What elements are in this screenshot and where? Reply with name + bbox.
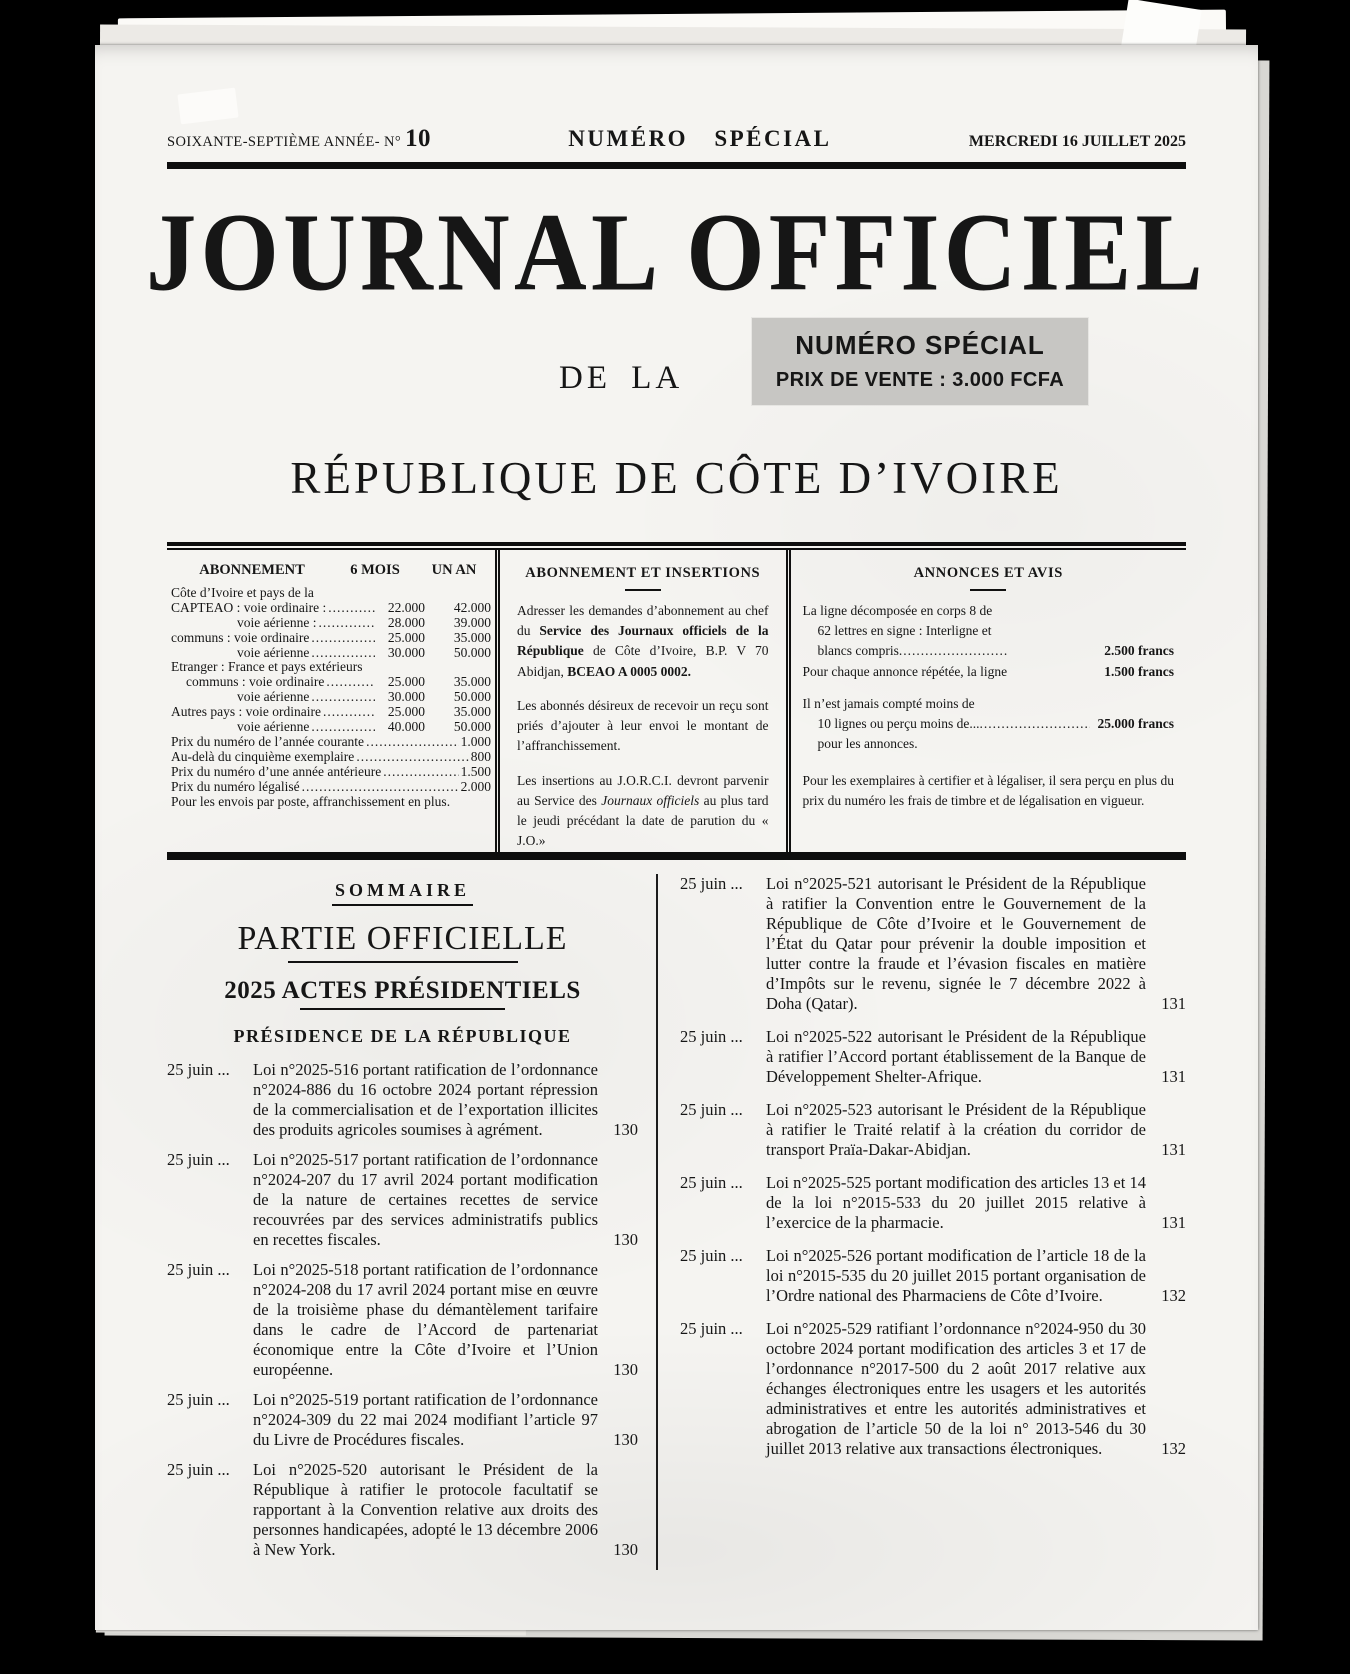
entry-date: 25 juin ...: [680, 1318, 743, 1338]
table-row: voie aérienne : ..... 28.000 39.000: [171, 616, 491, 631]
entry-date: 25 juin ...: [680, 873, 743, 893]
entry-text: Loi n°2025-525 portant modification des articles 13 et 14 de la loi n°2015-533 du 20 juillet 2015 relative à l’exercice de la pharmacie.: [766, 1172, 1146, 1232]
abonnement-header: [171, 563, 491, 578]
toc-entry: [680, 1027, 1186, 1087]
table-row: Prix du numéro d’une année antérieure ..... 1.500: [171, 765, 491, 780]
annonces-column: [791, 550, 1186, 852]
insertions-paragraph: Les abonnés désireux de recevoir un reçu sont priés d’ajouter à leur envoi le montant de l’affranchissement.: [517, 697, 769, 754]
special-issue-label: NUMÉRO SPÉCIAL: [568, 126, 832, 151]
table-row: Etranger : France et pays extérieurs: [171, 659, 363, 675]
table-row: voie aérienne ..... 30.000 50.000: [171, 646, 491, 661]
entry-page-number: 130: [613, 1359, 638, 1379]
masthead-row: [167, 318, 1186, 426]
annonces-note: Pour les exemplaires à certifier et à légaliser, il sera perçu en plus du prix du numéro les frais de timbre et de légalisation en vigueur.: [802, 772, 1174, 808]
entry-date: 25 juin ...: [167, 1059, 230, 1079]
table-row: CAPTEAO : voie ordinaire : ..... 22.000 42.000: [171, 601, 491, 616]
entry-page-number: 131: [1161, 993, 1186, 1013]
toc-entry: [167, 1260, 638, 1380]
table-row: Pour les envois par poste, affranchissement en plus.: [171, 793, 451, 809]
entry-text: Loi n°2025-529 ratifiant l’ordonnance n°2024-950 du 30 octobre 2024 portant modification des articles 3 et 17 de l’ordonnance n°2017-500 du 2 août 2017 relative aux échanges électroniques entre les usagers et les autorités administratives et entre les autorités administratives et abrogation de l’article 50 de la loi n° 2013-546 du 30 juillet 2013 relative aux transactions électroniques.: [766, 1318, 1146, 1458]
abonnement-column: [167, 550, 495, 852]
title-connector: DE LA: [559, 360, 684, 396]
heading-underline: [288, 961, 518, 963]
insertions-column: [495, 550, 791, 852]
entry-text: Loi n°2025-521 autorisant le Président de la République à ratifier la Convention entre le Gouvernement de la République de Côte d’Ivoire et le Gouvernement de l’État du Qatar pour prévenir la double imposition et lutter contre la fraude et l’évasion fiscales en matière d’Impôts sur le revenu, signée le 7 décembre 2022 à Doha (Qatar).: [766, 873, 1146, 1013]
header-rule: [167, 162, 1186, 169]
entry-page-number: 132: [1161, 1438, 1186, 1458]
entry-text: Loi n°2025-523 autorisant le Président de la République à ratifier le Traité relatif à la création du corridor de transport Praïa-Dakar-Abidjan.: [766, 1099, 1146, 1159]
entry-page-number: 130: [613, 1539, 638, 1559]
entry-page-number: 131: [1161, 1066, 1186, 1086]
abonnement-rows: [171, 586, 491, 810]
col-unan: UN AN: [431, 562, 477, 578]
sommaire-section: [167, 874, 1186, 1570]
sommaire-left-column: [167, 874, 656, 1570]
entry-date: 25 juin ...: [680, 1245, 743, 1265]
toc-entry: [167, 1460, 638, 1560]
entry-text: Loi n°2025-522 autorisant le Président de la République à ratifier l’Accord portant établissement de la Banque de Développement Shelter-Afrique.: [766, 1026, 1146, 1086]
journal-front-page: [95, 45, 1258, 1630]
info-table-top-rule: [167, 542, 1186, 550]
entry-page-number: 131: [1161, 1139, 1186, 1159]
col-6mois: 6 MOIS: [350, 562, 400, 578]
special-box-price: PRIX DE VENTE : 3.000 FCFA: [775, 369, 1065, 391]
partie-officielle-heading: PARTIE OFFICIELLE: [237, 919, 568, 957]
edition-prefix: SOIXANTE-SEPTIÈME ANNÉE- N°: [167, 134, 402, 150]
info-table-bottom-rule: [167, 852, 1186, 860]
table-row: Côte d’Ivoire et pays de la: [171, 584, 314, 600]
table-row: communs : voie ordinaire ..... 25.000 35.000: [171, 675, 491, 690]
insertions-paragraph: Les insertions au J.O.R.C.I. devront parvenir au Service des Journaux officiels au plus tard le jeudi précédant la date de parution du « J.O.»: [517, 772, 769, 849]
entry-date: 25 juin ...: [680, 1172, 743, 1192]
table-row: communs : voie ordinaire ..... 25.000 35.000: [171, 631, 491, 646]
entry-text: Loi n°2025-520 autorisant le Président de la République à ratifier le protocole facultatif se rapportant à la Convention relative aux droits des personnes handicapées, adopté le 13 décembre 2006 à New York.: [253, 1459, 598, 1559]
issue-date: MERCREDI 16 JUILLET 2025: [968, 133, 1186, 150]
toc-entry: [680, 1100, 1186, 1160]
toc-entry: [680, 1173, 1186, 1233]
toc-entry: [680, 1319, 1186, 1459]
entry-page-number: 130: [613, 1429, 638, 1449]
sommaire-right-column: [656, 874, 1186, 1570]
insertions-paragraph: Adresser les demandes d’abonnement au chef du Service des Journaux officiels de la République de Côte d’Ivoire, B.P. V 70 Abidjan, BCEAO A 0005 0002.: [517, 602, 769, 679]
edition-number: 10: [405, 125, 431, 152]
entry-page-number: 132: [1161, 1285, 1186, 1305]
presidence-heading: PRÉSIDENCE DE LA RÉPUBLIQUE: [233, 1025, 572, 1046]
abonnement-title: ABONNEMENT: [199, 562, 305, 578]
toc-entry: [167, 1150, 638, 1250]
entry-text: Loi n°2025-517 portant ratification de l’ordonnance n°2024-207 du 17 avril 2024 portant modification de la nature de certaines recettes de service recouvrées par des services administratifs publics en recettes fiscales.: [253, 1149, 598, 1249]
entry-page-number: 130: [613, 1229, 638, 1249]
special-box-title: NUMÉRO SPÉCIAL: [795, 330, 1045, 360]
toc-entry: [680, 874, 1186, 1014]
entry-date: 25 juin ...: [680, 1099, 743, 1119]
entry-date: 25 juin ...: [167, 1459, 230, 1479]
sommaire-title: SOMMAIRE: [167, 880, 638, 906]
edition-info: [167, 125, 431, 153]
toc-entry: [167, 1390, 638, 1450]
entry-text: Loi n°2025-526 portant modification de l’article 18 de la loi n°2015-535 du 20 juillet 2015 portant organisation de l’Ordre national des Pharmaciens de Côte d’Ivoire.: [766, 1245, 1146, 1305]
entry-date: 25 juin ...: [167, 1389, 230, 1409]
republic-title: RÉPUBLIQUE DE CÔTE D’IVOIRE: [290, 453, 1063, 503]
title-underline: [625, 589, 661, 591]
info-table: [167, 550, 1186, 852]
insertions-title: ABONNEMENT ET INSERTIONS: [525, 565, 761, 581]
entry-page-number: 130: [613, 1119, 638, 1139]
entry-text: Loi n°2025-519 portant ratification de l’ordonnance n°2024-309 du 22 mai 2024 modifiant l’article 97 du Livre de Procédures fiscales.: [253, 1389, 598, 1449]
table-row: voie aérienne ..... 30.000 50.000: [171, 690, 491, 705]
entry-date: 25 juin ...: [680, 1026, 743, 1046]
annonces-title: ANNONCES ET AVIS: [913, 565, 1063, 581]
title-underline: [970, 589, 1006, 591]
table-row: Au-delà du cinquième exemplaire ..... 800: [171, 750, 491, 765]
journal-title: JOURNAL OFFICIEL: [146, 189, 1207, 314]
toc-entry: [680, 1246, 1186, 1306]
entry-text: Loi n°2025-518 portant ratification de l’ordonnance n°2024-208 du 17 avril 2024 portant mise en œuvre de la troisième phase du démantèlement tarifaire dans le cadre de l’Accord de partenariat économique entre la Côte d’Ivoire et l’Union européenne.: [253, 1259, 598, 1379]
table-row: Prix du numéro légalisé ..... 2.000: [171, 780, 491, 795]
annonces-item: Pour chaque annonce répétée, la ligne 1.500 francs: [802, 663, 1174, 679]
page-content: [95, 45, 1258, 1570]
table-row: Prix du numéro de l’année courante ..... 1.000: [171, 735, 491, 750]
entry-date: 25 juin ...: [167, 1259, 230, 1279]
actes-heading: 2025 ACTES PRÉSIDENTIELS: [224, 976, 581, 1004]
annonces-item: La ligne décomposée en corps 8 de 62 lettres en signe : Interligne et blancs compris ..... 2.500 francs: [803, 601, 1174, 662]
table-row: Autres pays : voie ordinaire ..... 25.000 35.000: [171, 705, 491, 720]
heading-underline: [300, 1008, 505, 1010]
annonces-item: Il n’est jamais compté moins de 10 lignes ou perçu moins de... ..... 25.000 francs pour les annonces.: [803, 694, 1174, 755]
entry-text: Loi n°2025-516 portant ratification de l’ordonnance n°2024-886 du 16 octobre 2024 portant répression de la commercialisation et de l’exportation illicites des produits agricoles soumises à agrément.: [253, 1059, 598, 1139]
special-price-box: [752, 318, 1088, 405]
table-row: voie aérienne ..... 40.000 50.000: [171, 720, 491, 735]
top-header: [167, 125, 1186, 153]
entry-date: 25 juin ...: [167, 1149, 230, 1169]
toc-entry: [167, 1060, 638, 1140]
entry-page-number: 131: [1161, 1212, 1186, 1232]
